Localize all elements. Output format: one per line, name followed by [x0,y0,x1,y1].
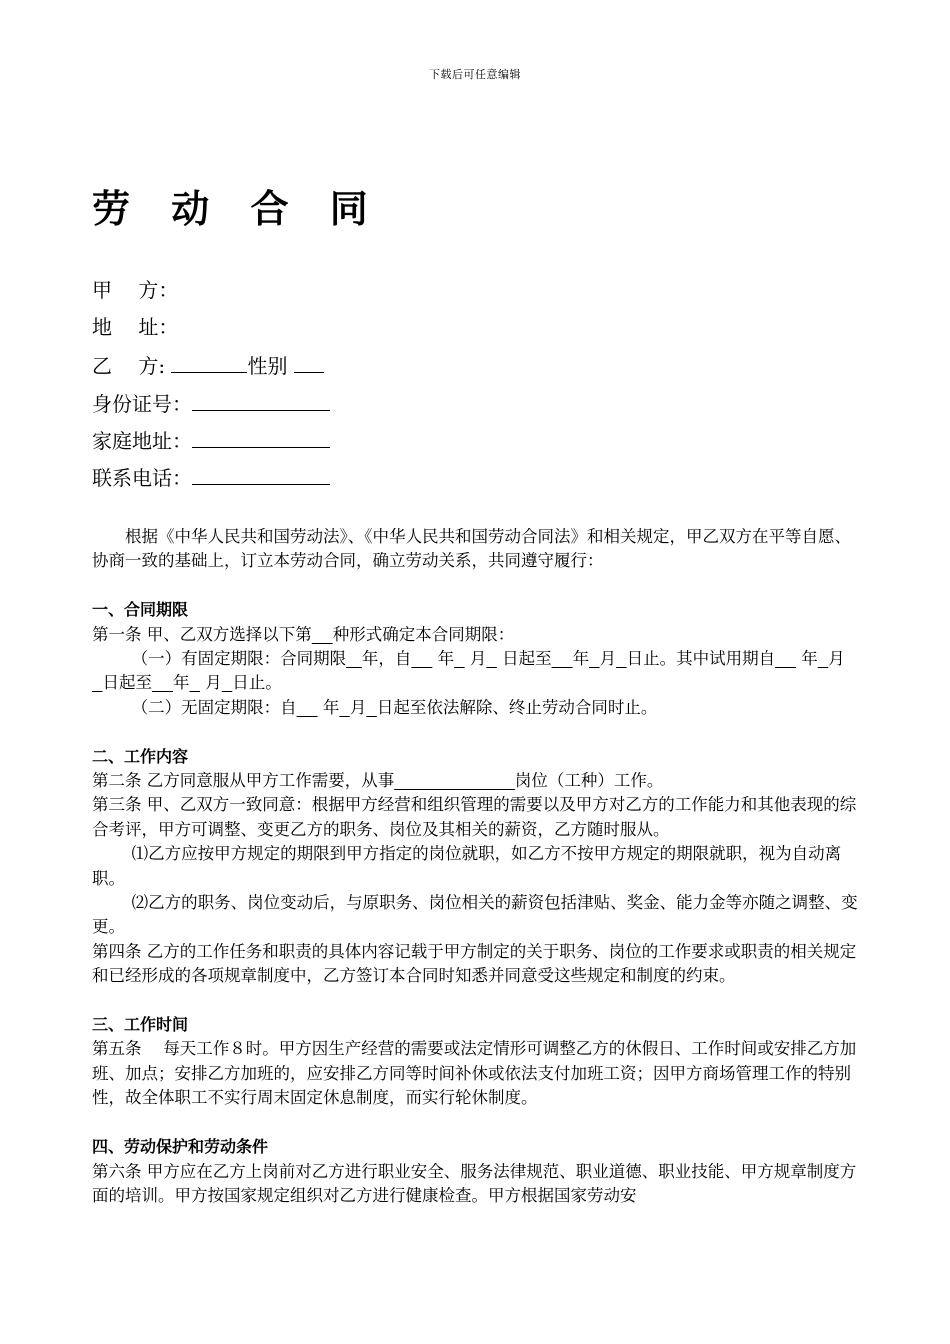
article-2-text: 第二条 乙方同意服从甲方工作需要，从事 [92,771,395,791]
trial-start-month-blank[interactable] [818,649,829,668]
end-month-blank[interactable] [589,649,600,668]
year-label: 年 [572,649,590,669]
id-number-label: 身份证号： [92,392,192,416]
open-term-text: （二）无固定期限：自 [131,697,297,717]
phone-label: 联系电话： [92,466,192,490]
end-label: 日止。其中 [626,649,710,669]
article-3-item-2: ⑵乙方的职务、岗位变动后，与原职务、岗位相关的薪资包括津贴、奖金、能力金等亦随之调整、变更。 [92,893,858,937]
phone-line [92,466,330,488]
address-line [92,317,178,337]
article-1 [92,623,864,647]
contract-title: 劳 动 合 同 [92,186,382,231]
party-b-name-blank[interactable] [171,354,247,373]
month-label: 月 [199,673,222,693]
fixed-term-clause [92,647,864,696]
contract-body [92,525,864,1208]
party-a-line [92,280,178,300]
trial-start-year-blank[interactable] [775,649,796,668]
start-month-blank[interactable] [454,649,465,668]
article-1-text: 第一条 甲、乙双方选择以下第 [92,624,312,644]
open-term-end: 日起至依法解除、终止劳动合同时止。 [376,697,658,717]
home-address-line [92,429,330,451]
month-label: 月 [828,649,845,669]
end-day-blank[interactable] [616,649,627,668]
fixed-term-text: （一）有固定期限：合同期限 [131,649,347,669]
article-6: 第六条 甲方应在乙方上岗前对乙方进行职业安全、服务法律规范、职业道德、职业技能、甲方规章制度方面的培训。甲方按国家规定组织对乙方进行健康检查。甲方根据国家劳动安 [92,1161,857,1205]
id-number-line [92,392,330,414]
party-a-label: 甲 方： [92,278,179,302]
open-start-month-blank[interactable] [339,698,350,717]
trial-end-day-blank[interactable] [222,673,233,692]
open-start-year-blank[interactable] [297,698,318,717]
month-label: 月 [599,649,617,669]
header-note: 下载后可任意编辑 [429,68,521,81]
address-label: 地 址： [92,315,179,339]
article-1-text-end: 种形式确定本合同期限： [332,624,515,644]
day-to-label: 日起至 [102,673,152,693]
trial-period-label: 试用期自 [709,649,776,669]
years-blank[interactable] [346,649,362,668]
year-label: 年 [317,697,340,717]
trial-start-day-blank[interactable] [92,673,103,692]
start-year-blank[interactable] [411,649,432,668]
fixed-term-from: 年，自 [361,649,412,669]
form-choice-blank[interactable] [312,625,333,644]
party-b-label: 乙 方: [92,354,166,378]
article-3-item-1: ⑴乙方应按甲方规定的期限到甲方指定的岗位就职，如乙方不按甲方规定的期限就职，视为自动离职。 [92,844,842,888]
year-label: 年 [432,649,455,669]
year-label: 年 [172,673,190,693]
article-5: 第五条 每天工作８时。甲方因生产经营的需要或法定情形可调整乙方的休假日、工作时间或安排乙方加班、加点；安排乙方加班的，应安排乙方同等时间补休或依法支付加班工资；因甲方商场管理工作的特别性，故全体职工不实行周末固定休息制度，而实行轮休制度。 [92,1039,857,1108]
section-heading-work: 二、工作内容 [92,746,189,766]
year-label: 年 [796,649,818,669]
section-heading-term: 一、合同期限 [92,600,189,620]
id-number-blank[interactable] [192,392,330,411]
gender-blank[interactable] [294,354,324,373]
section-heading-hours: 三、工作时间 [92,1015,189,1035]
start-day-blank[interactable] [486,649,497,668]
month-label: 月 [464,649,487,669]
open-start-day-blank[interactable] [366,698,377,717]
day-to-label: 日起至 [496,649,552,669]
intro-paragraph: 根据《中华人民共和国劳动法》、《中华人民共和国劳动合同法》和相关规定，甲乙双方在平等自愿、协商一致的基础上，订立本劳动合同，确立劳动关系，共同遵守履行： [92,527,851,571]
home-address-blank[interactable] [192,429,330,448]
party-b-line [92,354,324,376]
article-3: 第三条 甲、乙双方一致同意：根据甲方经营和组织管理的需要以及甲方对乙方的工作能力和其他表现的综合考评，甲方可调整、变更乙方的职务、岗位及其相关的薪资，乙方随时服从。 [92,795,857,839]
end-label: 日止。 [232,673,282,693]
section-heading-protection: 四、劳动保护和劳动条件 [92,1137,269,1157]
position-blank[interactable] [394,771,515,790]
phone-blank[interactable] [192,466,330,485]
article-2 [92,769,864,793]
trial-end-month-blank[interactable] [189,673,200,692]
open-term-clause [92,696,864,720]
month-label: 月 [349,697,367,717]
home-address-label: 家庭地址： [92,429,192,453]
article-2-text-end: 岗位（工种）工作。 [514,771,664,791]
gender-label: 性别 [247,354,288,378]
end-year-blank[interactable] [552,649,573,668]
trial-end-year-blank[interactable] [152,673,173,692]
article-4: 第四条 乙方的工作任务和职责的具体内容记载于甲方制定的关于职务、岗位的工作要求或职责的相关规定和已经形成的各项规章制度中，乙方签订本合同时知悉并同意受这些规定和制度的约束。 [92,941,857,986]
